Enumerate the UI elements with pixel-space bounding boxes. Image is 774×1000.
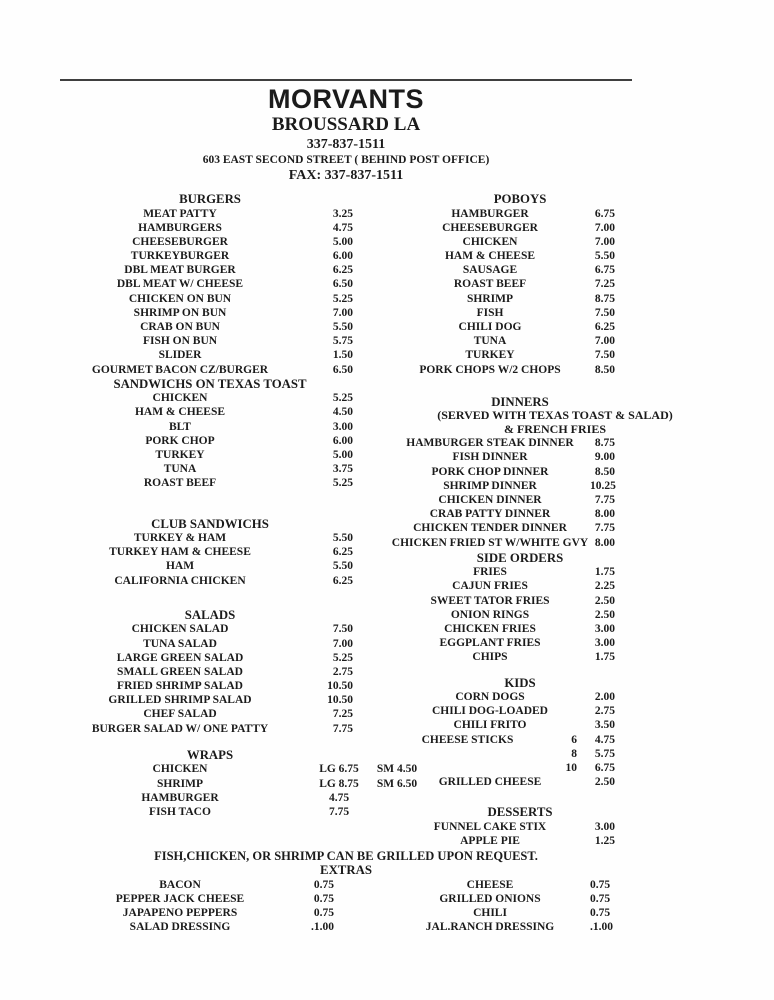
item-name: SHRIMP ON BUN — [133, 306, 227, 319]
item-name: CALIFORNIA CHICKEN — [114, 574, 246, 587]
item-price: 1.25 — [594, 835, 615, 848]
item-name: ROAST BEEF — [453, 278, 527, 291]
menu-item-row — [390, 479, 720, 493]
item-price: .1.00 — [590, 921, 613, 934]
item-price: 8.00 — [594, 508, 615, 521]
section-side-orders — [390, 551, 720, 665]
item-name: FISH TACO — [149, 805, 211, 818]
item-price: 1.75 — [594, 651, 615, 664]
menu-item-row — [390, 775, 720, 789]
item-name: CHICKEN DINNER — [438, 494, 542, 506]
menu-item-row — [60, 622, 392, 636]
section-heading: WRAPS — [186, 747, 234, 762]
menu-item-row — [60, 348, 392, 362]
item-price: 2.50 — [594, 594, 615, 607]
menu-item-row — [390, 207, 720, 221]
item-name: LARGE GREEN SALAD — [116, 651, 244, 664]
item-name: ROAST BEEF — [143, 477, 217, 490]
item-price: 6.00 — [332, 250, 353, 263]
menu-item-row — [390, 465, 720, 479]
item-price: 1.50 — [332, 349, 353, 362]
item-name: BACON — [159, 878, 201, 891]
item-count: 6 — [571, 733, 577, 746]
item-name: HAM & CHEESE — [444, 250, 536, 263]
item-name: FRIED SHRIMP SALAD — [117, 680, 243, 693]
item-name: HAM — [165, 560, 195, 573]
section-sandwichs-texas-toast — [60, 377, 392, 491]
item-name: HAMBURGER — [141, 791, 219, 804]
menu-item-row — [60, 574, 392, 588]
phone-number: 337-837-1511 — [306, 137, 386, 152]
item-name: SALAD DRESSING — [129, 921, 231, 934]
menu-item-row — [60, 221, 392, 235]
item-price: 6.50 — [332, 278, 353, 291]
item-price: 4.75 — [594, 733, 615, 746]
item-name: CHICKEN ON BUN — [128, 292, 232, 305]
item-price: 1.75 — [594, 566, 615, 579]
item-name: FISH ON BUN — [142, 335, 218, 348]
item-name: TURKEY HAM & CHEESE — [109, 546, 251, 559]
menu-item-row — [390, 348, 720, 362]
item-price: 7.25 — [594, 278, 615, 291]
item-name: BLT — [169, 420, 191, 433]
menu-item-row — [390, 221, 720, 235]
item-price: 10.50 — [327, 694, 353, 707]
item-name: PORK CHOP DINNER — [431, 465, 549, 478]
item-price: 2.50 — [594, 608, 615, 621]
menu-item-row — [390, 277, 720, 291]
item-price: 5.75 — [332, 335, 353, 348]
item-price: 0.75 — [590, 878, 611, 891]
item-name: ONION RINGS — [450, 608, 530, 621]
menu-item-row — [390, 436, 720, 450]
item-name: JAL.RANCH DRESSING — [425, 921, 555, 934]
menu-item-row — [390, 636, 720, 650]
item-price: 3.25 — [332, 207, 353, 220]
item-price: 8.50 — [594, 363, 615, 376]
item-price: 6.75 — [594, 762, 615, 774]
item-price: 7.25 — [332, 708, 353, 721]
item-price: 5.50 — [332, 321, 353, 333]
section-items — [60, 531, 392, 588]
menu-item-row — [60, 405, 392, 419]
item-name: GRILLED CHEESE — [438, 776, 542, 789]
menu-right-column — [390, 192, 720, 848]
item-name: CHICKEN — [152, 763, 208, 776]
item-name: TUNA — [163, 463, 197, 476]
item-name: TUNA SALAD — [143, 637, 217, 650]
item-name: CRAB PATTY DINNER — [429, 508, 551, 521]
item-price: 7.75 — [594, 494, 615, 506]
item-price: 8.75 — [594, 437, 615, 450]
item-name: CHILI FRITO — [453, 719, 527, 732]
item-price: 7.00 — [594, 235, 615, 248]
item-name: CHICKEN — [152, 392, 208, 405]
item-price: 7.00 — [594, 335, 615, 348]
item-name: CHICKEN FRIES — [444, 623, 536, 635]
section-items — [390, 690, 720, 789]
section-heading: SIDE ORDERS — [476, 550, 564, 565]
item-name: TURKEY & HAM — [133, 532, 227, 545]
menu-item-row — [60, 434, 392, 448]
item-name: FRIES — [473, 566, 507, 579]
item-name: DBL MEAT BURGER — [124, 264, 236, 277]
item-name: FISH DINNER — [452, 451, 528, 464]
menu-item-row — [60, 791, 392, 805]
item-name: PORK CHOPS W/2 CHOPS — [419, 363, 561, 376]
item-price: 4.75 — [332, 221, 353, 234]
item-price: 6.25 — [332, 546, 353, 559]
item-name: SHRIMP — [157, 777, 203, 790]
menu-item-row — [390, 690, 720, 704]
menu-item-row — [390, 579, 720, 593]
menu-item-row — [60, 531, 392, 545]
section-items — [390, 820, 720, 848]
section-kids — [390, 676, 720, 790]
header — [60, 84, 632, 184]
item-price: 7.75 — [594, 522, 615, 535]
item-price: 3.50 — [594, 719, 615, 732]
item-name: CHICKEN FRIED ST W/WHITE GVY — [391, 536, 589, 549]
item-price: 9.00 — [594, 451, 615, 464]
section-heading: EXTRAS — [320, 863, 372, 877]
menu-item-row — [390, 594, 720, 608]
item-price: 6.75 — [594, 207, 615, 220]
menu-item-row — [60, 651, 392, 665]
street-address: 603 EAST SECOND STREET ( BEHIND POST OFFICE) — [202, 154, 490, 166]
menu-item-row — [60, 559, 392, 573]
item-name: SHRIMP DINNER — [443, 479, 537, 492]
section-wraps — [60, 747, 418, 819]
item-price: 2.50 — [594, 776, 615, 789]
item-price: 10.25 — [590, 479, 616, 492]
section-heading: SALADS — [184, 607, 236, 622]
extras-row — [60, 892, 632, 906]
menu-item-row — [60, 263, 392, 277]
item-price: 5.50 — [332, 532, 353, 545]
menu-item-row — [60, 665, 392, 679]
menu-item-row — [60, 637, 392, 651]
item-price: 5.25 — [332, 477, 353, 490]
section-items — [390, 436, 720, 550]
menu-item-row — [60, 420, 392, 434]
item-price: 7.00 — [332, 306, 353, 319]
section-heading: BURGERS — [179, 192, 241, 206]
fax-number: FAX: 337-837-1511 — [288, 168, 404, 183]
menu-item-row — [60, 207, 392, 221]
extras-rows — [60, 878, 632, 935]
item-name: SLIDER — [158, 349, 202, 362]
menu-item-row — [60, 306, 392, 320]
menu-item-row — [390, 747, 720, 761]
item-name: CHEESEBURGER — [132, 235, 228, 248]
item-price-large: LG 8.75 — [319, 777, 359, 790]
item-name: CHEESE — [466, 878, 514, 891]
item-price: 7.00 — [332, 637, 353, 650]
menu-item-row — [60, 762, 418, 776]
item-price: 2.75 — [332, 665, 353, 678]
menu-item-row — [60, 320, 392, 334]
section-items — [60, 622, 392, 736]
menu-left-column — [60, 192, 418, 819]
item-price: 7.50 — [594, 349, 615, 362]
section-items — [60, 762, 418, 819]
menu-item-row — [60, 707, 392, 721]
menu-item-row — [390, 834, 720, 848]
item-name — [390, 761, 545, 775]
item-name: HAMBURGERS — [138, 221, 222, 234]
item-price: 6.50 — [332, 363, 353, 376]
menu-footer — [60, 849, 632, 934]
menu-item-row — [390, 536, 720, 550]
item-name: CAJUN FRIES — [452, 580, 528, 593]
item-name: CORN DOGS — [455, 691, 525, 704]
item-price: 5.50 — [332, 560, 353, 573]
extras-row — [60, 906, 632, 920]
item-price: 6.25 — [332, 264, 353, 277]
menu-item-row — [390, 507, 720, 521]
item-price: 2.00 — [594, 691, 615, 704]
section-subtitle: & FRENCH FRIES — [503, 421, 606, 436]
item-name: TURKEY — [155, 449, 205, 461]
item-name: APPLE PIE — [460, 835, 520, 848]
item-name: MEAT PATTY — [143, 207, 217, 220]
restaurant-name: MORVANTS — [267, 84, 424, 114]
item-price: 3.75 — [332, 463, 353, 476]
item-name: CHIPS — [472, 651, 508, 664]
item-name: CHICKEN SALAD — [131, 623, 229, 636]
menu-item-row — [60, 235, 392, 249]
item-name: SAUSAGE — [462, 264, 518, 277]
menu-item-row — [60, 545, 392, 559]
menu-item-row — [60, 679, 392, 693]
extras-row — [60, 920, 632, 934]
menu-item-row — [60, 722, 392, 736]
item-price: 7.00 — [594, 221, 615, 234]
item-name: GRILLED SHRIMP SALAD — [108, 694, 252, 707]
item-price: 6.25 — [332, 574, 353, 587]
item-name: HAMBURGER STEAK DINNER — [406, 437, 574, 450]
menu-item-row — [60, 363, 392, 377]
item-price: 5.25 — [332, 651, 353, 664]
item-name: DBL MEAT W/ CHEESE — [116, 278, 244, 291]
menu-item-row — [60, 277, 392, 291]
item-name: GOURMET BACON CZ/BURGER — [91, 363, 269, 376]
section-subtitle: (SERVED WITH TEXAS TOAST & SALAD) — [437, 408, 673, 423]
item-price: 5.50 — [594, 250, 615, 263]
item-price: 3.00 — [594, 623, 615, 635]
item-name: PEPPER JACK CHEESE — [115, 892, 245, 905]
item-price: 3.00 — [594, 637, 615, 650]
item-name: SWEET TATOR FRIES — [430, 594, 550, 607]
item-name: HAMBURGER — [451, 207, 529, 220]
menu-item-row — [390, 363, 720, 377]
item-name: CHEESE STICKS — [421, 733, 514, 746]
menu-item-row — [390, 493, 720, 507]
item-price: 3.00 — [594, 820, 615, 833]
item-price: 6.25 — [594, 321, 615, 333]
item-name: CHICKEN — [462, 235, 518, 248]
grill-note: FISH,CHICKEN, OR SHRIMP CAN BE GRILLED UPON REQUEST. — [154, 849, 538, 863]
item-price: 0.75 — [313, 892, 334, 905]
item-name: BURGER SALAD W/ ONE PATTY — [91, 722, 269, 735]
item-price: 7.50 — [594, 306, 615, 319]
header-divider-line — [60, 79, 632, 81]
item-price: 5.00 — [332, 449, 353, 461]
menu-item-row — [390, 650, 720, 664]
item-name: PORK CHOP — [145, 434, 215, 447]
menu-item-row — [60, 334, 392, 348]
section-heading: SANDWICHS ON TEXAS TOAST — [113, 376, 307, 391]
menu-item-row — [60, 693, 392, 707]
item-price-large: 7.75 — [328, 805, 350, 818]
section-burgers — [60, 192, 392, 377]
menu-item-row — [390, 820, 720, 834]
menu-item-row — [390, 263, 720, 277]
menu-item-row — [60, 292, 392, 306]
menu-item-row — [390, 622, 720, 636]
item-price: .1.00 — [311, 921, 334, 934]
item-price: 0.75 — [313, 906, 334, 919]
section-salads — [60, 608, 392, 736]
item-name: CHEESEBURGER — [442, 221, 538, 234]
item-name: SHRIMP — [467, 292, 513, 305]
item-price-large: LG 6.75 — [319, 763, 359, 776]
extras-row — [60, 878, 632, 892]
section-heading: KIDS — [504, 675, 536, 690]
item-name: TUNA — [473, 335, 507, 348]
item-price: 6.75 — [594, 264, 615, 277]
item-count: 10 — [565, 762, 577, 774]
item-price: 5.25 — [332, 392, 353, 405]
section-heading: CLUB SANDWICHS — [151, 516, 269, 531]
section-items — [60, 391, 392, 490]
item-price: 5.25 — [332, 292, 353, 305]
menu-item-row — [390, 306, 720, 320]
menu-item-row — [390, 320, 720, 334]
item-price-small: SM 4.50 — [376, 763, 418, 776]
section-desserts — [390, 805, 720, 848]
menu-item-row — [390, 565, 720, 579]
item-price: 5.75 — [594, 747, 615, 760]
item-name: FUNNEL CAKE STIX — [433, 820, 547, 833]
item-price: 2.25 — [594, 580, 615, 593]
menu-item-row — [390, 334, 720, 348]
menu-item-row — [60, 448, 392, 462]
item-price: 0.75 — [590, 906, 611, 919]
item-name: GRILLED ONIONS — [439, 892, 541, 905]
item-name: SMALL GREEN SALAD — [117, 665, 243, 678]
menu-item-row — [60, 777, 418, 791]
section-heading: DINNERS — [491, 394, 549, 409]
item-price: 6.00 — [332, 434, 353, 447]
item-price: 4.50 — [332, 406, 353, 419]
section-club-sandwichs — [60, 517, 392, 588]
section-dinners — [390, 395, 720, 550]
section-heading: DESSERTS — [487, 805, 553, 820]
menu-item-row — [60, 462, 392, 476]
item-name: CHEF SALAD — [143, 708, 217, 721]
item-name: FISH — [476, 306, 504, 319]
item-name: CRAB ON BUN — [140, 321, 220, 333]
menu-item-row — [60, 249, 392, 263]
menu-item-row — [390, 704, 720, 718]
menu-item-row — [60, 391, 392, 405]
section-poboys — [390, 192, 720, 377]
menu-item-row — [60, 805, 392, 819]
item-name: JAPAPENO PEPPERS — [122, 906, 238, 919]
item-name: TURKEY — [465, 349, 515, 362]
menu-item-row — [390, 235, 720, 249]
item-price-small: SM 6.50 — [376, 777, 418, 790]
item-price: 5.00 — [332, 235, 353, 248]
item-price: 0.75 — [313, 878, 334, 891]
item-price: 3.00 — [332, 420, 353, 433]
menu-item-row — [390, 249, 720, 263]
item-name: CHILI — [473, 906, 507, 919]
section-items — [60, 207, 392, 377]
item-price: 10.50 — [327, 680, 353, 693]
item-price: 2.75 — [594, 705, 615, 718]
item-price: 7.50 — [332, 623, 353, 636]
menu-item-row — [390, 292, 720, 306]
item-name: TURKEYBURGER — [130, 250, 230, 263]
item-price-large: 4.75 — [328, 791, 350, 804]
section-items — [390, 565, 720, 664]
restaurant-location: BROUSSARD LA — [271, 114, 421, 135]
menu-item-row — [390, 761, 720, 775]
item-price: 8.50 — [594, 465, 615, 478]
item-count: 8 — [571, 747, 577, 760]
menu-item-row — [390, 718, 720, 732]
item-name: CHICKEN TENDER DINNER — [413, 522, 567, 535]
item-name: HAM & CHEESE — [134, 406, 226, 419]
item-price: 8.75 — [594, 292, 615, 305]
section-items — [390, 207, 720, 377]
menu-item-row — [390, 521, 720, 535]
item-name: EGGPLANT FRIES — [439, 637, 541, 650]
menu-item-row — [390, 608, 720, 622]
menu-item-row — [60, 476, 392, 490]
item-name: CHILI DOG-LOADED — [432, 705, 548, 718]
item-price: 7.75 — [332, 722, 353, 735]
menu-item-row — [390, 733, 720, 747]
item-name: CHILI DOG — [458, 321, 522, 333]
item-price: 8.00 — [594, 536, 615, 549]
menu-item-row — [390, 450, 720, 464]
item-name — [390, 747, 545, 761]
section-heading: POBOYS — [493, 192, 547, 206]
item-price: 0.75 — [590, 892, 611, 905]
